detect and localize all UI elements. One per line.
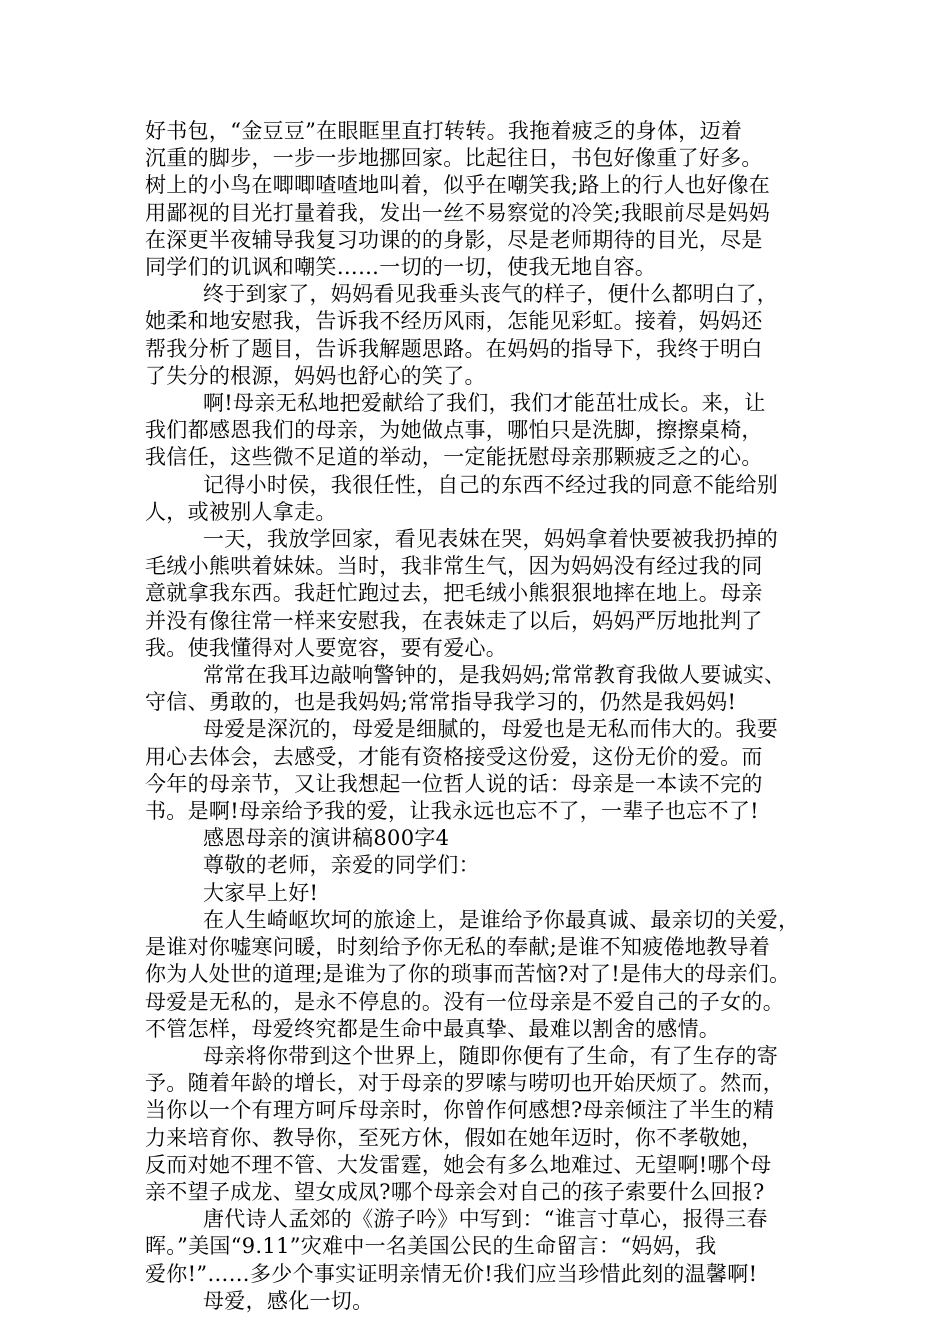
text-line: 用鄙视的目光打量着我，发出一丝不易察觉的冷笑;我眼前尽是妈妈: [145, 200, 771, 225]
text-line: 在人生崎岖坎坷的旅途上，是谁给予你最真诚、最亲切的关爱，: [203, 907, 800, 932]
text-line: 沉重的脚步，一步一步地挪回家。比起往日，书包好像重了好多。: [145, 146, 763, 171]
text-line: 爱你!”……多少个事实证明亲情无价!我们应当珍惜此刻的温馨啊!: [145, 1261, 758, 1286]
text-line: 意就拿我东西。我赶忙跑过去，把毛绒小熊狠狠地摔在地上。母亲: [145, 581, 763, 606]
text-line: 树上的小鸟在唧唧喳喳地叫着，似乎在嘲笑我;路上的行人也好像在: [145, 173, 771, 198]
text-line: 我们都感恩我们的母亲，为她做点事，哪怕只是洗脚，擦擦桌椅，: [145, 418, 763, 443]
text-line: 是谁对你嘘寒问暖，时刻给予你无私的奉献;是谁不知疲倦地教导着: [145, 935, 771, 960]
text-line: 母爱是深沉的，母爱是细腻的，母爱也是无私而伟大的。我要: [203, 717, 779, 742]
paragraph: [145, 1206, 810, 1288]
text-line: 母亲将你带到这个世界上，随即你便有了生命，有了生存的寄: [203, 1043, 779, 1068]
paragraph: [145, 472, 810, 526]
text-line: 守信、勇敢的，也是我妈妈;常常指导我学习的，仍然是我妈妈!: [145, 690, 737, 715]
text-line: 尊敬的老师，亲爱的同学们：: [203, 853, 480, 878]
text-line: 我。使我懂得对人要宽容，要有爱心。: [145, 635, 508, 660]
paragraph: [145, 1043, 810, 1206]
text-line: 终于到家了，妈妈看见我垂头丧气的样子，便什么都明白了，: [203, 282, 779, 307]
text-line: 并没有像往常一样来安慰我，在表妹走了以后，妈妈严厉地批判了: [145, 608, 763, 633]
paragraph: [145, 716, 810, 825]
text-line: 人，或被别人拿走。: [145, 499, 337, 524]
text-line: 一天，我放学回家，看见表妹在哭，妈妈拿着快要被我扔掉的: [203, 527, 779, 552]
text-line: 今年的母亲节，又让我想起一位哲人说的话：母亲是一本读不完的: [145, 771, 763, 796]
text-line: 晖。”美国“9.11”灾难中一名美国公民的生命留言：“妈妈，我: [145, 1234, 717, 1259]
text-line: 记得小时侯，我很任性，自己的东西不经过我的同意不能给别: [203, 472, 779, 497]
text-line: 同学们的讥讽和嘲笑……一切的一切，使我无地自容。: [145, 255, 657, 280]
text-line: 母爱是无私的，是永不停息的。没有一位母亲是不爱自己的子女的。: [145, 989, 784, 1014]
paragraph: [145, 118, 810, 281]
text-line: 亲不望子成龙、望女成凤?哪个母亲会对自己的孩子索要什么回报?: [145, 1179, 765, 1204]
paragraph: [145, 1288, 810, 1315]
text-line: 你为人处世的道理;是谁为了你的琐事而苦恼?对了!是伟大的母亲们。: [145, 962, 791, 987]
text-line: 母爱，感化一切。: [203, 1288, 374, 1313]
text-line: 常常在我耳边敲响警钟的，是我妈妈;常常教育我做人要诚实、: [203, 663, 786, 688]
paragraph: [145, 281, 810, 390]
text-line: 书。是啊!母亲给予我的爱，让我永远也忘不了，一辈子也忘不了!: [145, 799, 759, 824]
paragraph: [145, 852, 810, 879]
paragraph: [145, 390, 810, 472]
text-line: 毛绒小熊哄着妹妹。当时，我非常生气，因为妈妈没有经过我的同: [145, 554, 763, 579]
document-page: [145, 118, 810, 1315]
paragraph: [145, 526, 810, 662]
paragraph: [145, 662, 810, 716]
text-line: 了失分的根源，妈妈也舒心的笑了。: [145, 363, 486, 388]
text-line: 唐代诗人孟郊的《游子吟》中写到：“谁言寸草心，报得三春: [203, 1207, 768, 1232]
text-line: 好书包，“金豆豆”在眼眶里直打转转。我拖着疲乏的身体，迈着: [145, 119, 743, 143]
paragraph: [145, 825, 810, 852]
text-line: 帮我分析了题目，告诉我解题思路。在妈妈的指导下，我终于明白: [145, 336, 763, 361]
text-line: 予。随着年龄的增长，对于母亲的罗嗦与唠叨也开始厌烦了。然而，: [145, 1071, 784, 1096]
paragraph: [145, 880, 810, 907]
paragraph: [145, 907, 810, 1043]
text-line: 用心去体会，去感受，才能有资格接受这份爱，这份无价的爱。而: [145, 744, 763, 769]
text-line: 当你以一个有理方呵斥母亲时，你曾作何感想?母亲倾注了半生的精: [145, 1098, 775, 1123]
text-line: 力来培育你、教导你，至死方休，假如在她年迈时，你不孝敬她，: [145, 1125, 763, 1150]
text-line: 我信任，这些微不足道的举动，一定能抚慰母亲那颗疲乏之的心。: [145, 445, 763, 470]
text-line: 大家早上好!: [203, 880, 319, 905]
text-line: 她柔和地安慰我，告诉我不经历风雨，怎能见彩虹。接着，妈妈还: [145, 309, 763, 334]
text-line: 感恩母亲的演讲稿800字4: [203, 826, 450, 851]
text-line: 反而对她不理不管、大发雷霆，她会有多么地难过、无望啊!哪个母: [145, 1152, 772, 1177]
text-line: 在深更半夜辅导我复习功课的的身影，尽是老师期待的目光，尽是: [145, 227, 763, 252]
text-line: 啊!母亲无私地把爱献给了我们，我们才能茁壮成长。来，让: [203, 391, 766, 416]
text-line: 不管怎样，母爱终究都是生命中最真挚、最难以割舍的感情。: [145, 1016, 721, 1041]
